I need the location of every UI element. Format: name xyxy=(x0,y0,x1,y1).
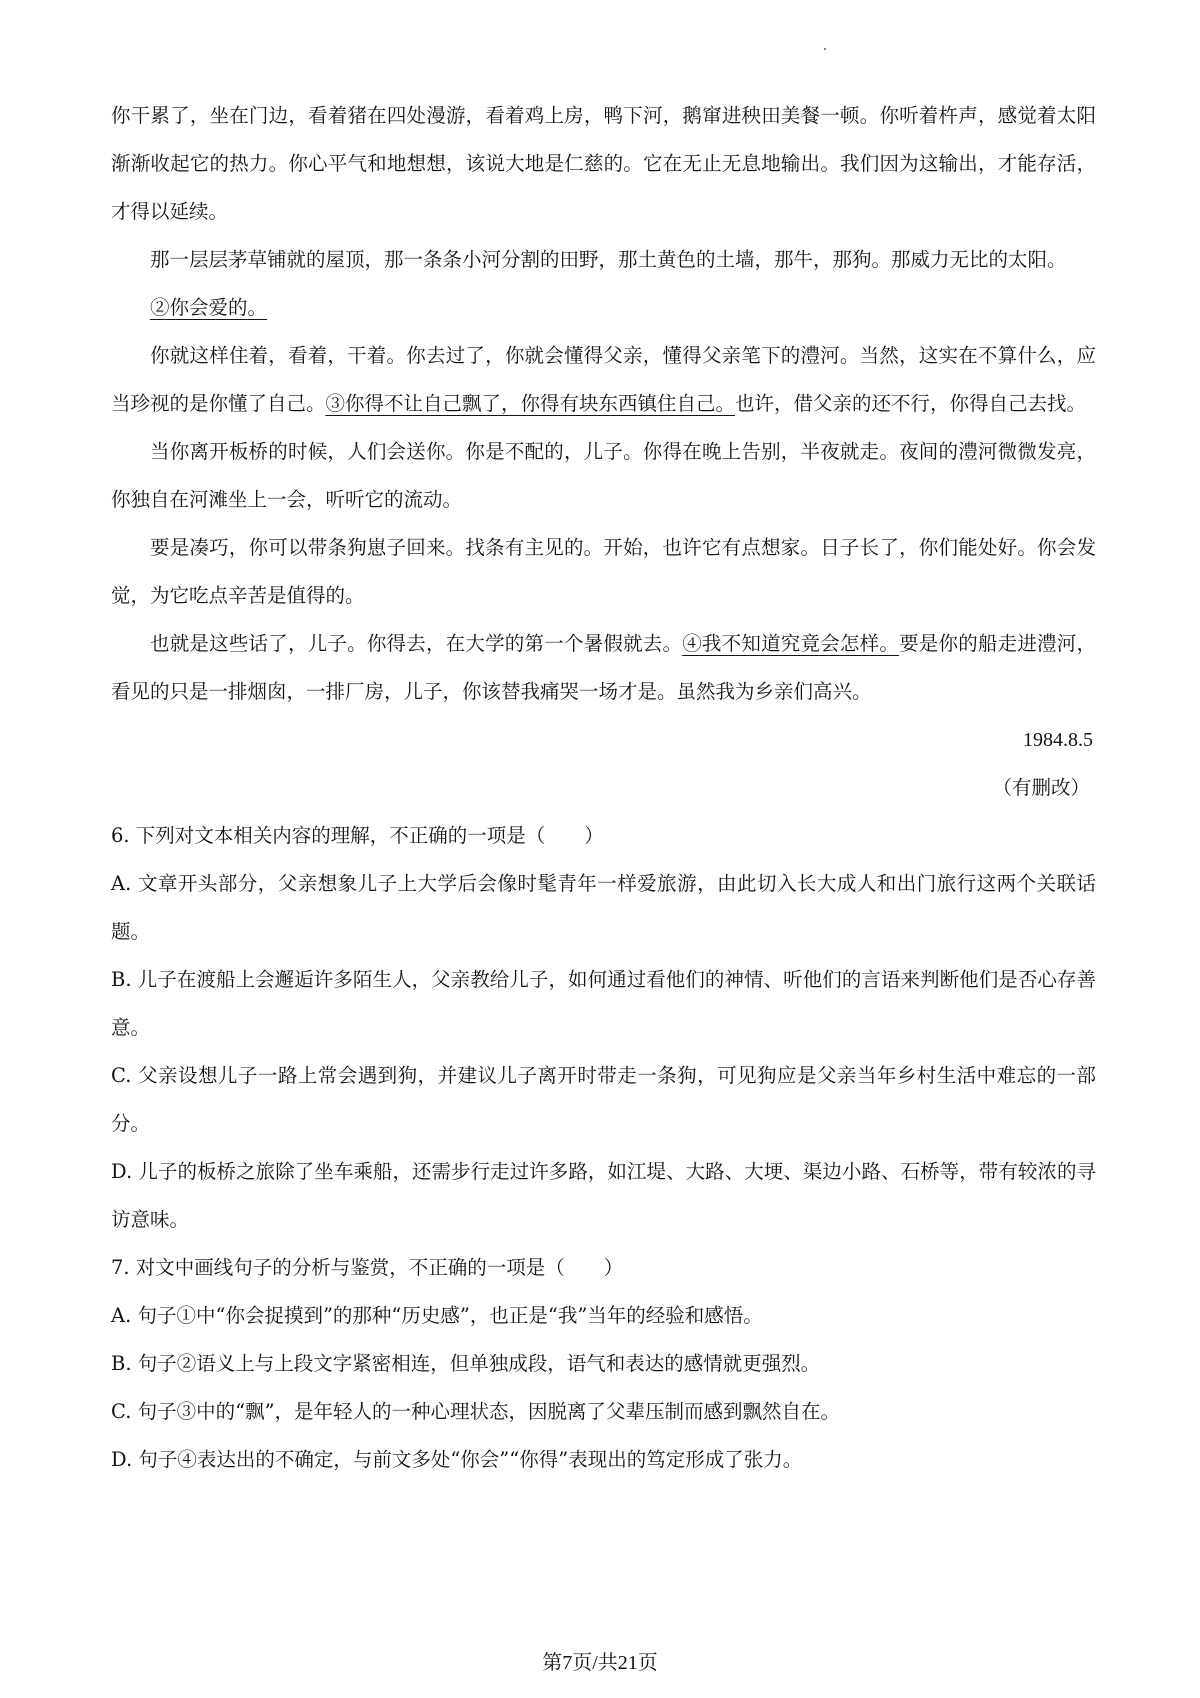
passage-paragraph-4 xyxy=(111,332,1096,428)
passage-paragraph-6: 要是凑巧，你可以带条狗崽子回来。找条有主见的。开始，也许它有点想家。日子长了，你们能处好。你会发觉，为它吃点辛苦是值得的。 xyxy=(111,536,1096,607)
question-7-option-c: C. 句子③中的“飘”，是年轻人的一种心理状态，因脱离了父辈压制而感到飘然自在。 xyxy=(111,1400,841,1423)
question-6-option-b: B. 儿子在渡船上会邂逅许多陌生人，父亲教给儿子，如何通过看他们的神情、听他们的言语来判断他们是否心存善意。 xyxy=(111,968,1096,1039)
underlined-sentence-3: ③你得不让自己飘了，你得有块东西镇住自己。 xyxy=(325,392,736,415)
scan-speck xyxy=(824,48,826,50)
passage-paragraph-2: 那一层层茅草铺就的屋顶，那一条条小河分割的田野，那土黄色的土墙，那牛，那狗。那威力无比的太阳。 xyxy=(150,248,1067,271)
paragraph-7-text-a: 也就是这些话了，儿子。你得去，在大学的第一个暑假就去。 xyxy=(150,632,683,655)
passage-paragraph-1: 你干累了，坐在门边，看着猪在四处漫游，看着鸡上房，鸭下河，鹅窜进秧田美餐一顿。你听着杵声，感觉着太阳渐渐收起它的热力。你心平气和地想想，该说大地是仁慈的。它在无止无息地输出。我们因为这输出，才能存活，才得以延续。 xyxy=(111,104,1096,223)
paragraph-7-text-b: 要是你的船走进澧河，看见的只是一排烟囱，一排厂房，儿子，你该替我痛哭一场才是。虽然我为乡亲们高兴。 xyxy=(111,632,1096,703)
passage-date: 1984.8.5 xyxy=(1023,729,1093,751)
underlined-sentence-2: ②你会爱的。 xyxy=(150,296,268,319)
passage-paragraph-7 xyxy=(111,620,1096,716)
paragraph-4-text-b: 也许，借父亲的还不行，你得自己去找。 xyxy=(735,392,1087,415)
question-6-option-d: D. 儿子的板桥之旅除了坐车乘船，还需步行走过许多路，如江堤、大路、大埂、渠边小路、石桥等，带有较浓的寻访意味。 xyxy=(111,1160,1096,1231)
passage-edit-note: （有删改） xyxy=(992,776,1090,799)
question-7-option-d: D. 句子④表达出的不确定，与前文多处“你会”“你得”表现出的笃定形成了张力。 xyxy=(111,1448,803,1471)
question-6-option-a: A. 文章开头部分，父亲想象儿子上大学后会像时髦青年一样爱旅游，由此切入长大成人和出门旅行这两个关联话题。 xyxy=(111,872,1096,943)
passage-paragraph-5: 当你离开板桥的时候，人们会送你。你是不配的，儿子。你得在晚上告别，半夜就走。夜间的澧河微微发亮，你独自在河滩坐上一会，听听它的流动。 xyxy=(111,440,1096,511)
question-7-stem: 7. 对文中画线句子的分析与鉴赏，不正确的一项是（ ） xyxy=(111,1256,624,1279)
question-6-option-c: C. 父亲设想儿子一路上常会遇到狗，并建议儿子离开时带走一条狗，可见狗应是父亲当年乡村生活中难忘的一部分。 xyxy=(111,1064,1096,1135)
passage-paragraph-3 xyxy=(111,284,1096,332)
question-7-option-b: B. 句子②语义上与上段文字紧密相连，但单独成段，语气和表达的感情就更强烈。 xyxy=(111,1352,821,1375)
question-6-stem: 6. 下列对文本相关内容的理解，不正确的一项是（ ） xyxy=(111,824,604,847)
question-7-option-a: A. 句子①中“你会捉摸到”的那种“历史感”，也正是“我”当年的经验和感悟。 xyxy=(111,1304,763,1327)
document-body xyxy=(111,92,1096,1484)
paragraph-4-text-a: 你就这样住着，看着，干着。你去过了，你就会懂得父亲，懂得父亲笔下的澧河。当然，这实在不算什么，应当珍视的是你懂了自己。 xyxy=(111,344,1096,415)
page-number: 第7页/共21页 xyxy=(542,1652,658,1674)
underlined-sentence-4: ④我不知道究竟会怎样。 xyxy=(682,632,900,655)
